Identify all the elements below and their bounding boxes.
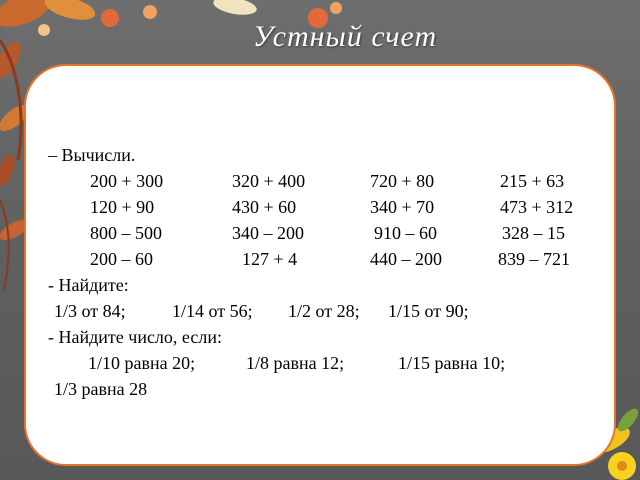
number-item: 1/15 равна 10; — [398, 353, 506, 373]
calc-item: 473 + 312 — [500, 197, 574, 217]
number-item: 1/10 равна 20; — [88, 353, 196, 373]
calc-item: 120 + 90 — [90, 197, 155, 217]
calc-row — [48, 194, 608, 220]
task3-heading: - Найдите число, если: — [48, 327, 222, 347]
berry-icon — [143, 5, 157, 19]
fraction-item: 1/15 от 90; — [388, 301, 469, 321]
fraction-item: 1/2 от 28; — [288, 301, 360, 321]
task2-heading: - Найдите: — [48, 275, 129, 295]
slide-title: Устный счет — [252, 20, 438, 53]
calc-item: 910 – 60 — [374, 223, 437, 243]
calc-row — [48, 220, 608, 246]
calc-item: 320 + 400 — [232, 171, 306, 191]
calc-item: 127 + 4 — [242, 249, 298, 269]
number-item: 1/3 равна 28 — [54, 379, 148, 399]
calc-item: 720 + 80 — [370, 171, 435, 191]
berry-icon — [330, 2, 342, 14]
calc-item: 440 – 200 — [370, 249, 442, 269]
task1-heading: – Вычисли. — [48, 145, 136, 165]
calc-item: 800 – 500 — [90, 223, 162, 243]
calc-row — [48, 246, 608, 272]
task-content — [48, 142, 608, 402]
number-row — [48, 350, 608, 376]
calc-item: 430 + 60 — [232, 197, 297, 217]
calc-item: 340 – 200 — [232, 223, 304, 243]
number-item: 1/8 равна 12; — [246, 353, 345, 373]
number-row — [48, 376, 608, 402]
fraction-item: 1/14 от 56; — [172, 301, 253, 321]
leaf-icon — [212, 0, 258, 18]
branch-icon — [0, 200, 9, 290]
fraction-item: 1/3 от 84; — [54, 301, 126, 321]
calc-row — [48, 168, 608, 194]
calc-item: 200 – 60 — [90, 249, 153, 269]
calc-item: 215 + 63 — [500, 171, 565, 191]
calc-item: 839 – 721 — [498, 249, 570, 269]
leaf-icon — [0, 153, 18, 188]
calc-item: 340 + 70 — [370, 197, 435, 217]
fraction-row — [48, 298, 608, 324]
calc-item: 200 + 300 — [90, 171, 164, 191]
calc-item: 328 – 15 — [502, 223, 565, 243]
